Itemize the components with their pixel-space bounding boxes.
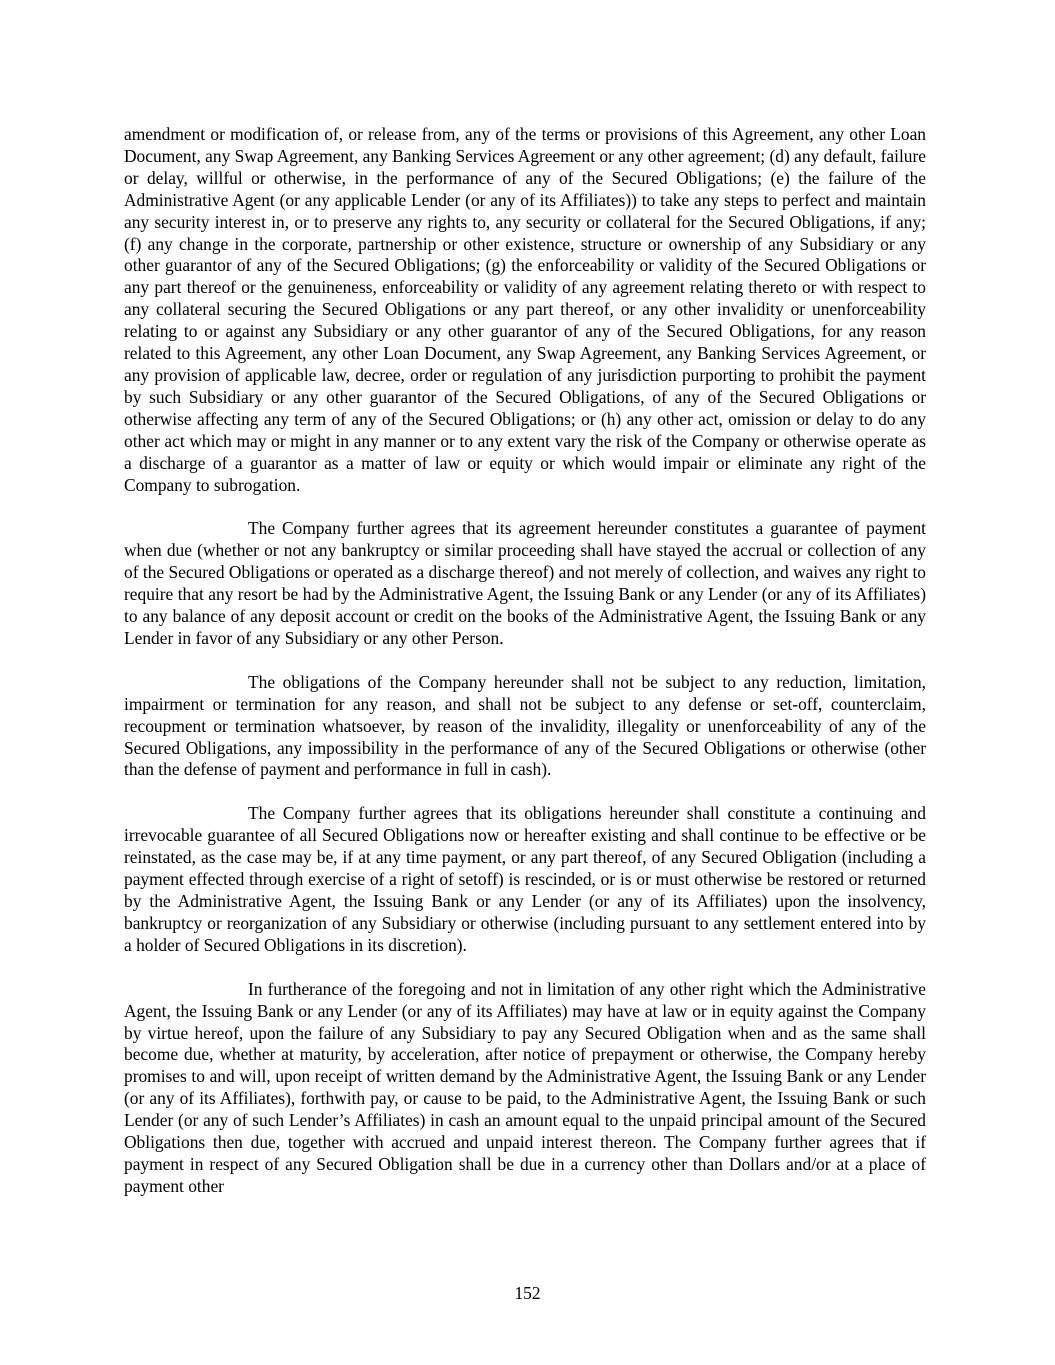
paragraph-guarantee-of-payment: The Company further agrees that its agreement hereunder constitutes a guarantee of payment when due (whether or not any bankruptcy or similar proceeding shall have stayed the accrual or collection of any of the Secured Obligations or operated as a discharge thereof) and not merely of collection, and waives any right to require that any resort be had by the Administrative Agent, the Issuing Bank or any Lender (or any of its Affiliates) to any balance of any deposit account or credit on the books of the Administrative Agent, the Issuing Bank or any Lender in favor of any Subsidiary or any other Person. bbox=[124, 518, 926, 648]
page-number: 152 bbox=[514, 1283, 541, 1303]
paragraph-no-reduction: The obligations of the Company hereunder shall not be subject to any reduction, limitation, impairment or termination for any reason, and shall not be subject to any defense or set-off, counterclaim, recoupment or termination whatsoever, by reason of the invalidity, illegality or unenforceability of any of the Secured Obligations, any impossibility in the performance of any of the Secured Obligations or otherwise (other than the defense of payment and performance in full in cash). bbox=[124, 671, 926, 780]
document-body bbox=[124, 124, 926, 1220]
paragraph-furtherance: In furtherance of the foregoing and not in limitation of any other right which the Administrative Agent, the Issuing Bank or any Lender (or any of its Affiliates) may have at law or in equity against the Company by virtue hereof, upon the failure of any Subsidiary to pay any Secured Obligation when and as the same shall become due, whether at maturity, by acceleration, after notice of prepayment or otherwise, the Company hereby promises to and will, upon receipt of written demand by the Administrative Agent, the Issuing Bank or any Lender (or any of its Affiliates), forthwith pay, or cause to be paid, to the Administrative Agent, the Issuing Bank or such Lender (or any of such Lender’s Affiliates) in cash an amount equal to the unpaid principal amount of the Secured Obligations then due, together with accrued and unpaid interest thereon. The Company further agrees that if payment in respect of any Secured Obligation shall be due in a currency other than Dollars and/or at a place of payment other bbox=[124, 978, 926, 1196]
paragraph-continued: amendment or modification of, or release from, any of the terms or provisions of this Agreement, any other Loan Document, any Swap Agreement, any Banking Services Agreement or any other agreement; (d) any default, failure or delay, willful or otherwise, in the performance of any of the Secured Obligations; (e) the failure of the Administrative Agent (or any applicable Lender (or any of its Affiliates)) to take any steps to perfect and maintain any security interest in, or to preserve any rights to, any security or collateral for the Secured Obligations, if any; (f) any change in the corporate, partnership or other existence, structure or ownership of any Subsidiary or any other guarantor of any of the Secured Obligations; (g) the enforceability or validity of the Secured Obligations or any part thereof or the genuineness, enforceability or validity of any agreement relating thereto or with respect to any collateral securing the Secured Obligations or any part thereof, or any other invalidity or unenforceability relating to or against any Subsidiary or any other guarantor of any of the Secured Obligations, for any reason related to this Agreement, any other Loan Document, any Swap Agreement, any Banking Services Agreement, or any provision of applicable law, decree, order or regulation of any jurisdiction purporting to prohibit the payment by such Subsidiary or any other guarantor of the Secured Obligations, of any of the Secured Obligations or otherwise affecting any term of any of the Secured Obligations; or (h) any other act, omission or delay to do any other act which may or might in any manner or to any extent vary the risk of the Company or otherwise operate as a discharge of a guarantor as a matter of law or equity or which would impair or eliminate any right of the Company to subrogation. bbox=[124, 124, 926, 495]
paragraph-continuing-guarantee: The Company further agrees that its obligations hereunder shall constitute a continuing and irrevocable guarantee of all Secured Obligations now or hereafter existing and shall continue to be effective or be reinstated, as the case may be, if at any time payment, or any part thereof, of any Secured Obligation (including a payment effected through exercise of a right of setoff) is rescinded, or is or must otherwise be restored or returned by the Administrative Agent, the Issuing Bank or any Lender (or any of its Affiliates) upon the insolvency, bankruptcy or reorganization of any Subsidiary or otherwise (including pursuant to any settlement entered into by a holder of Secured Obligations in its discretion). bbox=[124, 803, 926, 955]
